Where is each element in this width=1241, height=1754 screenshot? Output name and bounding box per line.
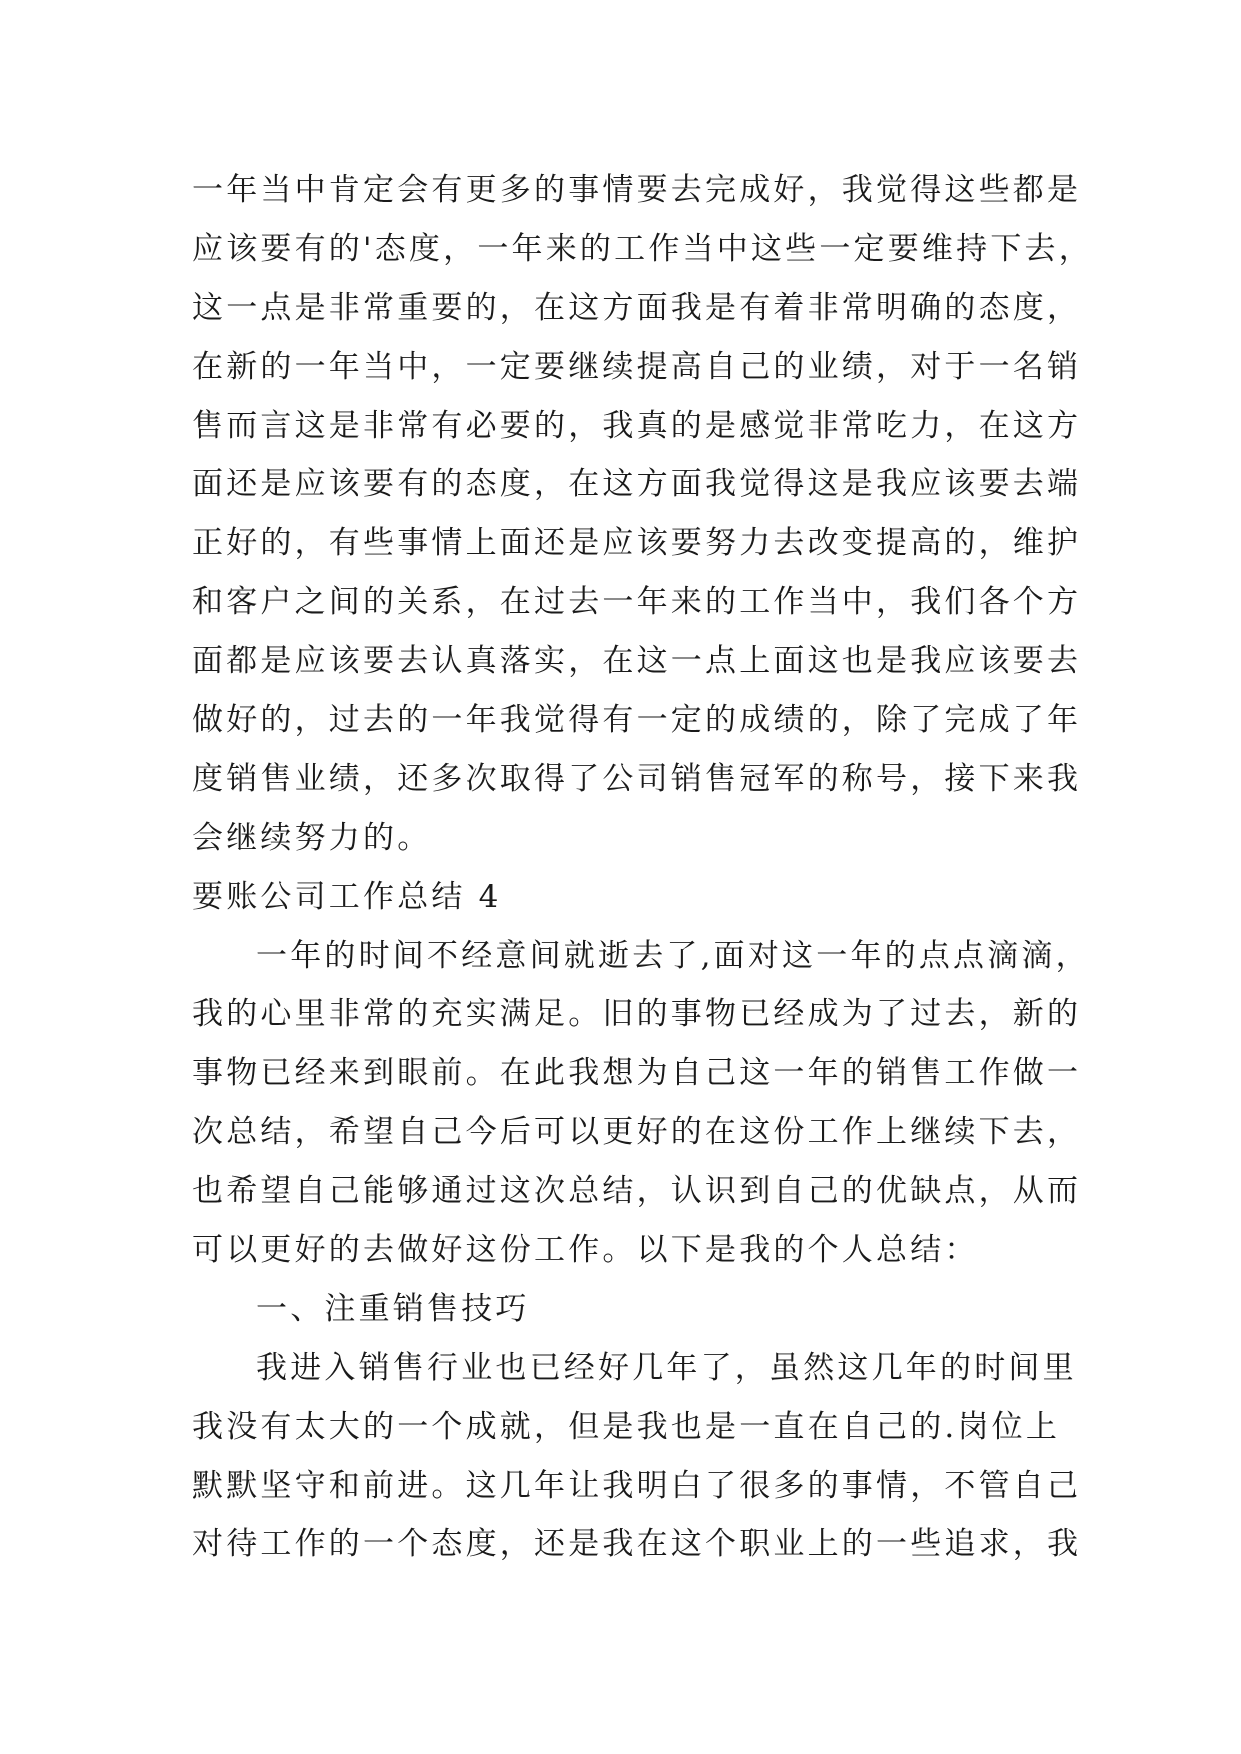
text-line: 在新的一年当中，一定要继续提高自己的业绩，对于一名销 <box>192 348 1082 385</box>
text-line: 事物已经来到眼前。在此我想为自己这一年的销售工作做一 <box>192 1055 1082 1092</box>
text-line: 一年当中肯定会有更多的事情要去完成好，我觉得这些都是 <box>192 172 1082 208</box>
text-line: 这一点是非常重要的，在这方面我是有着非常明确的态度， <box>192 289 1082 326</box>
text-line: 和客户之间的关系，在过去一年来的工作当中，我们各个方 <box>192 584 1082 621</box>
text-line: 度销售业绩，还多次取得了公司销售冠军的称号，接下来我 <box>192 760 1082 797</box>
text-line: 一年的时间不经意间就逝去了,面对这一年的点点滴滴， <box>256 937 1090 974</box>
text-line: 一、注重销售技巧 <box>256 1290 530 1327</box>
text-line: 对待工作的一个态度，还是我在这个职业上的一些追求，我 <box>192 1526 1082 1563</box>
text-line: 面还是应该要有的态度，在这方面我觉得这是我应该要去端 <box>192 466 1082 503</box>
text-line: 面都是应该要去认真落实，在这一点上面这也是我应该要去 <box>192 643 1082 680</box>
text-line: 也希望自己能够通过这次总结，认识到自己的优缺点，从而 <box>192 1173 1082 1210</box>
text-line: 可以更好的去做好这份工作。以下是我的个人总结： <box>192 1232 979 1269</box>
text-line: 售而言这是非常有必要的，我真的是感觉非常吃力，在这方 <box>192 407 1082 444</box>
text-line: 正好的，有些事情上面还是应该要努力去改变提高的，维护 <box>192 525 1082 562</box>
text-line: 做好的，过去的一年我觉得有一定的成绩的，除了完成了年 <box>192 702 1082 739</box>
document-body <box>192 161 1093 1574</box>
text-line: 默默坚守和前进。这几年让我明白了很多的事情，不管自己 <box>192 1467 1082 1504</box>
section-heading: 要账公司工作总结 4 <box>192 878 502 915</box>
text-line: 应该要有的'态度，一年来的工作当中这些一定要维持下去， <box>192 230 1093 267</box>
text-line: 会继续努力的。 <box>192 819 432 856</box>
text-line: 次总结，希望自己今后可以更好的在这份工作上继续下去， <box>192 1114 1082 1151</box>
text-line: 我的心里非常的充实满足。旧的事物已经成为了过去，新的 <box>192 996 1082 1033</box>
text-line: 我进入销售行业也已经好几年了，虽然这几年的时间里 <box>256 1349 1077 1386</box>
text-line: 我没有太大的一个成就，但是我也是一直在自己的.岗位上 <box>192 1408 1061 1445</box>
